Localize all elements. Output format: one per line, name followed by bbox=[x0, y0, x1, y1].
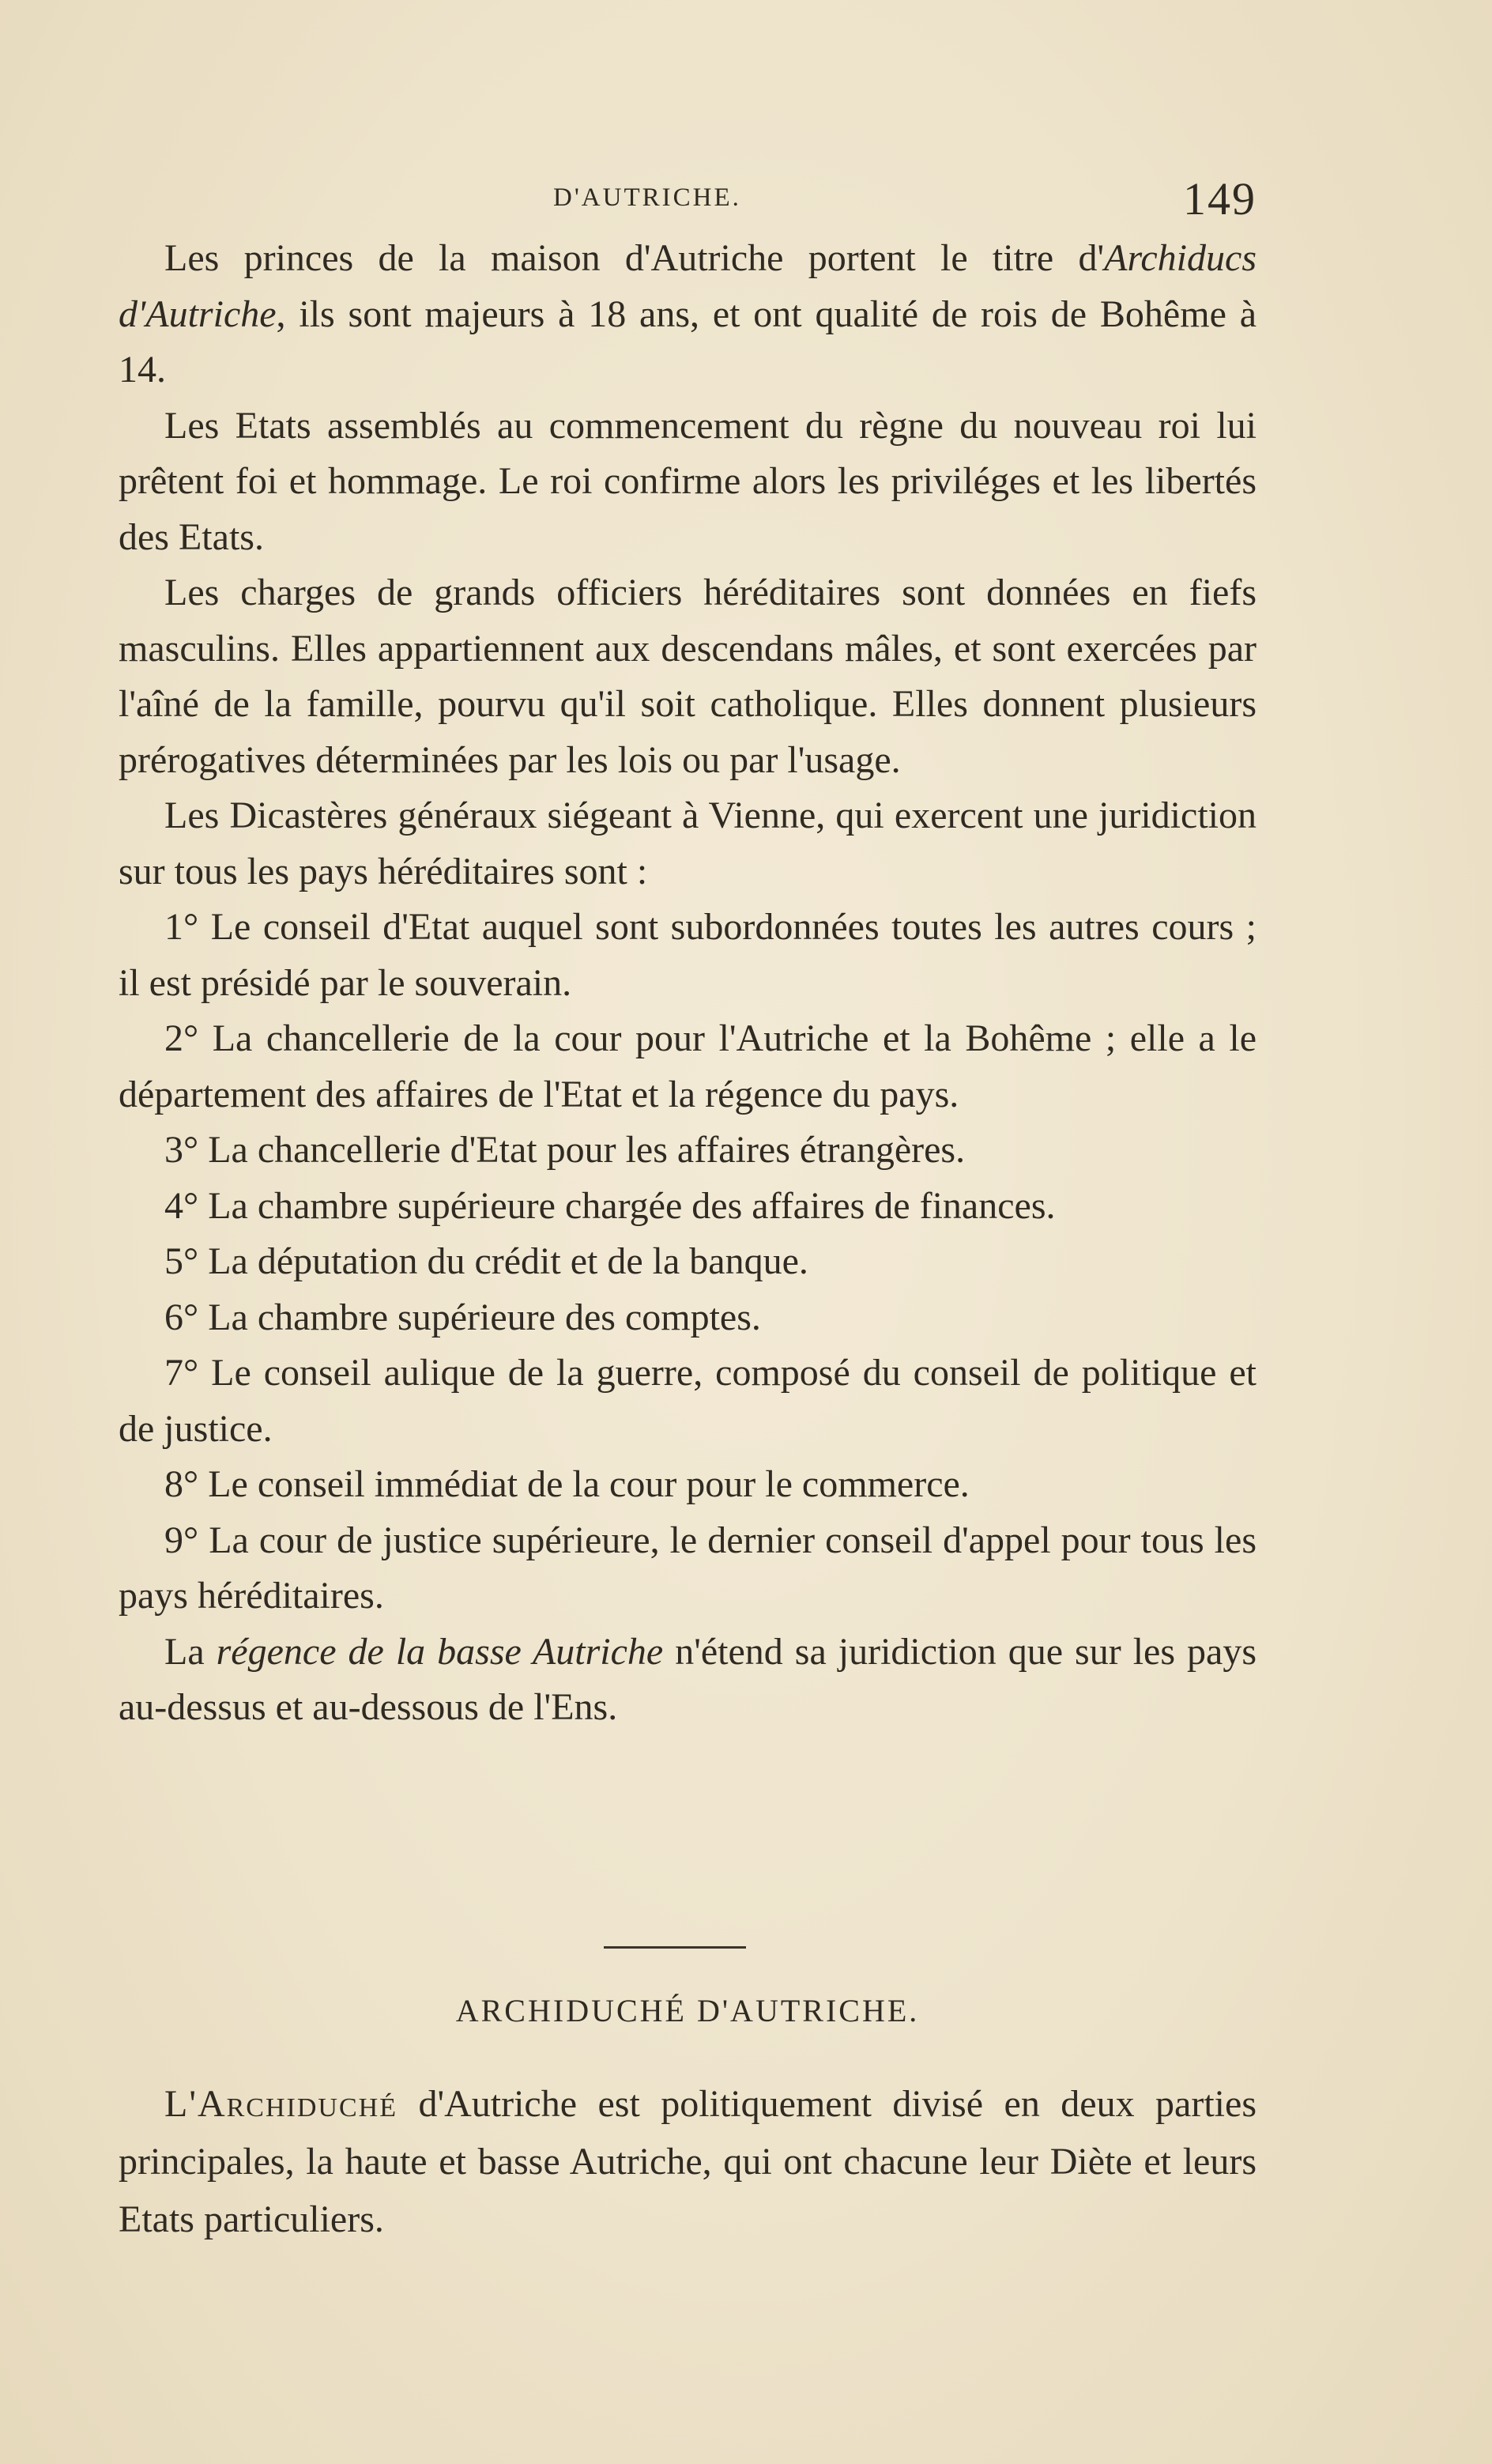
paragraph-dicasteres: Les Dicastères généraux siégeant à Vienne, qui exercent une juridiction sur tous les pays héréditaires sont : bbox=[119, 794, 1257, 892]
body-text bbox=[119, 231, 1257, 1736]
list-item-credit-bank: 5° La députation du crédit et de la banque. bbox=[164, 1240, 808, 1282]
paragraph-lead-text: La bbox=[164, 1630, 217, 1673]
list-item-supreme-court: 9° La cour de justice supérieure, le dernier conseil d'appel pour tous les pays héréditaires. bbox=[119, 1519, 1257, 1617]
list-item-state-chancellery: 3° La chancellerie d'Etat pour les affaires étrangères. bbox=[164, 1129, 966, 1171]
section-lead-word: L'Archiduché bbox=[164, 2083, 397, 2125]
running-head: D'AUTRICHE. bbox=[553, 183, 741, 212]
list-item-council-of-state: 1° Le conseil d'Etat auquel sont subordonnées toutes les autres cours ; il est présidé par le souverain. bbox=[119, 906, 1257, 1004]
list-item-court-chancellery: 2° La chancellerie de la cour pour l'Autriche et la Bohême ; elle a le département des affaires de l'Etat et la régence du pays. bbox=[119, 1017, 1257, 1115]
paragraph-rest-text: , ils sont majeurs à 18 ans, et ont qualité de rois de Bohême à 14. bbox=[119, 292, 1257, 391]
paragraph-hereditary-offices: Les charges de grands officiers héréditaires sont données en fiefs masculins. Elles appartiennent aux descendans mâles, et sont exercées par l'aîné de la famille, pourvu qu'il soit catholique. Elles donnent plusieurs prérogatives déterminées par les lois ou par l'usage. bbox=[119, 572, 1257, 781]
list-item-accounts-chamber: 6° La chambre supérieure des comptes. bbox=[164, 1296, 761, 1338]
section-heading: ARCHIDUCHÉ D'AUTRICHE. bbox=[455, 1993, 920, 2028]
list-item-commerce-council: 8° Le conseil immédiat de la cour pour le commerce. bbox=[164, 1463, 970, 1505]
section-paragraph bbox=[119, 2075, 1257, 2248]
section-divider bbox=[604, 1946, 746, 1949]
italic-title: régence de la basse Autriche bbox=[216, 1630, 664, 1673]
paragraph-lower-austria-regency bbox=[119, 1624, 1257, 1736]
paragraph-estates: Les Etats assemblés au commencement du règne du nouveau roi lui prêtent foi et hommage. Le roi confirme alors les priviléges et les libertés des Etats. bbox=[119, 404, 1257, 558]
page-number: 149 bbox=[1183, 173, 1257, 225]
list-item-finance-chamber: 4° La chambre supérieure chargée des affaires de finances. bbox=[164, 1184, 1056, 1227]
paragraph-rest-text: n'étend sa juridiction que sur les pays au-dessus et au-dessous de l'Ens. bbox=[119, 1630, 1257, 1728]
list-item-war-council: 7° Le conseil aulique de la guerre, composé du conseil de politique et de justice. bbox=[119, 1352, 1257, 1450]
section-paragraph-text: d'Autriche est politiquement divisé en deux parties principales, la haute et basse Autriche, qui ont chacune leur Diète et leurs Etats particuliers. bbox=[119, 2083, 1257, 2240]
page-header bbox=[119, 172, 1257, 228]
section-body bbox=[119, 2075, 1257, 2248]
paragraph-archducal-title bbox=[119, 231, 1257, 398]
italic-title: Archiducs d'Autriche bbox=[119, 237, 1257, 335]
paragraph-lead-text: Les princes de la maison d'Autriche portent le titre d' bbox=[164, 237, 1105, 279]
